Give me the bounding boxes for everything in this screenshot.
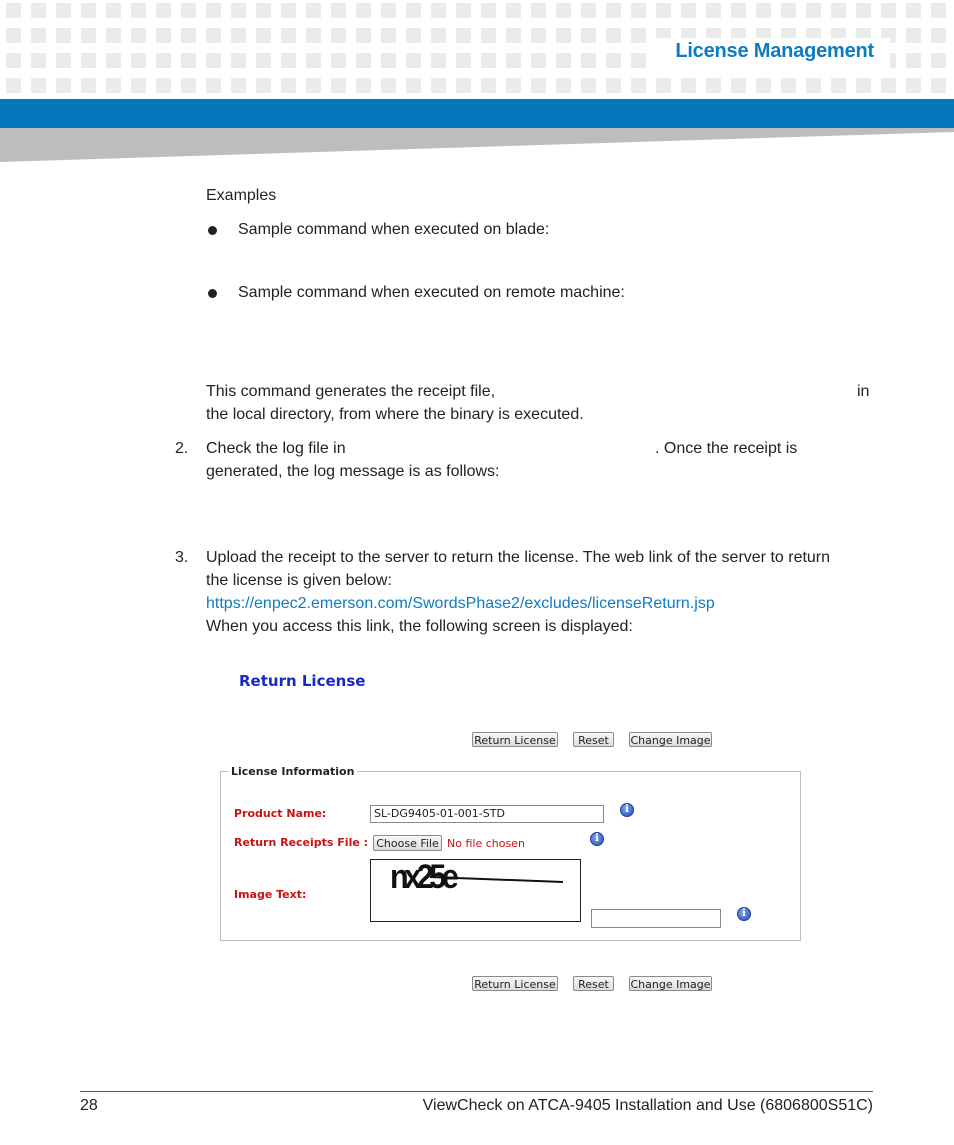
header-tile: [131, 28, 146, 43]
header-tile: [356, 53, 371, 68]
header-tile: [81, 78, 96, 93]
header-tile: [281, 28, 296, 43]
header-tile: [906, 28, 921, 43]
page-number: 28: [80, 1097, 98, 1114]
header-tile: [706, 78, 721, 93]
header-tile: [906, 3, 921, 18]
header-tile: [631, 78, 646, 93]
header-tile: [381, 28, 396, 43]
header-tile: [106, 3, 121, 18]
header-tile: [481, 78, 496, 93]
header-tile: [331, 78, 346, 93]
header-tile: [281, 3, 296, 18]
return-license-button-bottom[interactable]: Return License: [472, 976, 558, 991]
header-tile: [881, 78, 896, 93]
header-tile: [406, 3, 421, 18]
header-tile: [331, 3, 346, 18]
header-tile: [506, 53, 521, 68]
header-tile: [456, 78, 471, 93]
header-tile: [556, 78, 571, 93]
bullet-item: Sample command when executed on blade:: [238, 221, 550, 238]
header-tile: [456, 3, 471, 18]
choose-file-button[interactable]: Choose File: [373, 835, 442, 851]
header-tile: [731, 3, 746, 18]
header-tile: [156, 78, 171, 93]
header-tile: [6, 78, 21, 93]
footer-rule: [80, 1091, 873, 1092]
header-tile: [581, 3, 596, 18]
header-tile: [531, 53, 546, 68]
header-tile: [431, 3, 446, 18]
header-tile: [231, 53, 246, 68]
header-tile: [756, 3, 771, 18]
header-tile: [806, 3, 821, 18]
header-tile: [506, 78, 521, 93]
change-image-button-bottom[interactable]: Change Image: [630, 978, 711, 991]
header-tile: [131, 3, 146, 18]
receipt-description: This command generates the receipt file,: [206, 383, 496, 400]
info-icon[interactable]: i: [620, 803, 634, 817]
header-blue-band: [0, 99, 954, 128]
header-tile: [81, 3, 96, 18]
header-tile: [306, 78, 321, 93]
header-tile: [556, 3, 571, 18]
header-tile: [531, 28, 546, 43]
header-tile: [106, 78, 121, 93]
return-license-button-top[interactable]: Return License: [472, 732, 558, 747]
no-file-chosen-text: No file chosen: [447, 837, 525, 850]
header-tile: [106, 28, 121, 43]
header-tile: [256, 3, 271, 18]
header-tile: [231, 3, 246, 18]
header-tile: [56, 78, 71, 93]
header-tile: [781, 78, 796, 93]
step-number: 3.: [175, 549, 189, 566]
header-tile: [681, 78, 696, 93]
header-tile: [6, 53, 21, 68]
header-tile: [81, 53, 96, 68]
header-tile: [131, 53, 146, 68]
header-tile: [131, 78, 146, 93]
header-tile: [831, 3, 846, 18]
product-name-input[interactable]: SL-DG9405-01-001-STD: [370, 805, 604, 823]
header-tile: [231, 78, 246, 93]
header-tile: [156, 3, 171, 18]
header-tile: [856, 3, 871, 18]
header-tile: [531, 78, 546, 93]
image-text-label: Image Text:: [234, 888, 307, 901]
bullet-item: Sample command when executed on remote machine:: [238, 284, 625, 301]
header-tile: [731, 78, 746, 93]
license-return-link[interactable]: https://enpec2.emerson.com/SwordsPhase2/excludes/licenseReturn.jsp: [206, 595, 715, 612]
header-tile: [306, 28, 321, 43]
header-tile: [381, 53, 396, 68]
header-tile: [906, 53, 921, 68]
step3-text: Upload the receipt to the server to return the license. The web link of the server to return: [206, 549, 831, 566]
header-tile: [281, 53, 296, 68]
header-tile: [331, 28, 346, 43]
header-tile: [406, 78, 421, 93]
header-tile: [856, 78, 871, 93]
header-tile: [31, 28, 46, 43]
header-tile: [381, 78, 396, 93]
header-tile: [506, 28, 521, 43]
header-tile: [181, 78, 196, 93]
header-tile: [931, 28, 946, 43]
fieldset-legend: License Information: [228, 765, 357, 778]
receipt-description-end: in: [857, 383, 870, 400]
header-tile: [931, 3, 946, 18]
header-tile: [206, 28, 221, 43]
reset-button-bottom[interactable]: Reset: [573, 976, 614, 991]
header-tile: [381, 3, 396, 18]
header-tile: [6, 28, 21, 43]
receipt-description-line2: the local directory, from where the binary is executed.: [206, 406, 584, 423]
header-tile: [31, 78, 46, 93]
header-tile: [156, 53, 171, 68]
header-tile: [106, 53, 121, 68]
step3-text-line4: When you access this link, the following screen is displayed:: [206, 618, 633, 635]
header-tile: [631, 3, 646, 18]
header-tile: [831, 78, 846, 93]
header-tile: [256, 78, 271, 93]
captcha-text: nx25e: [390, 858, 455, 896]
step2-text: Check the log file in: [206, 440, 346, 457]
header-tile: [356, 78, 371, 93]
header-tile: [456, 28, 471, 43]
header-tile: [206, 53, 221, 68]
header-tile: [581, 78, 596, 93]
examples-heading: Examples: [206, 187, 277, 204]
header-tile: [6, 3, 21, 18]
header-tile: [531, 3, 546, 18]
header-tile: [256, 53, 271, 68]
info-icon[interactable]: i: [590, 832, 604, 846]
header-tile: [31, 3, 46, 18]
header-tile: [431, 78, 446, 93]
header-tile: [606, 78, 621, 93]
header-tile: [431, 53, 446, 68]
header-tile: [781, 3, 796, 18]
header-grey-wedge: [0, 128, 954, 164]
header-tile: [481, 28, 496, 43]
bullet-icon: [208, 226, 217, 235]
header-tile: [656, 3, 671, 18]
header-tile: [506, 3, 521, 18]
header-tile: [331, 53, 346, 68]
return-license-title: Return License: [239, 672, 366, 690]
header-tile: [406, 28, 421, 43]
product-name-label: Product Name:: [234, 807, 327, 820]
header-tile: [356, 3, 371, 18]
header-tile: [756, 78, 771, 93]
header-tile: [456, 53, 471, 68]
reset-button-top[interactable]: Reset: [573, 732, 614, 747]
step3-text-line2: the license is given below:: [206, 572, 392, 589]
header-tile: [256, 28, 271, 43]
header-tile: [181, 53, 196, 68]
header-tile: [56, 53, 71, 68]
header-tile: [356, 28, 371, 43]
section-title: License Management: [675, 40, 874, 62]
header-tile: [881, 3, 896, 18]
header-tile: [931, 53, 946, 68]
step-number: 2.: [175, 440, 189, 457]
header-tile: [56, 28, 71, 43]
header-tile: [481, 53, 496, 68]
header-tile: [906, 78, 921, 93]
header-tile: [281, 78, 296, 93]
header-tile: [206, 3, 221, 18]
header-tile: [606, 3, 621, 18]
header-tile: [181, 3, 196, 18]
return-receipts-label: Return Receipts File :: [234, 836, 369, 849]
header-tile: [706, 3, 721, 18]
change-image-button-top[interactable]: Change Image: [630, 734, 711, 747]
bullet-icon: [208, 289, 217, 298]
header-tile: [431, 28, 446, 43]
step2-text-end: . Once the receipt is: [655, 440, 798, 457]
header-tile: [181, 28, 196, 43]
header-tile: [931, 78, 946, 93]
header-tile: [81, 28, 96, 43]
header-tile: [306, 53, 321, 68]
header-tile: [231, 28, 246, 43]
step2-text-line2: generated, the log message is as follows:: [206, 463, 500, 480]
header-tile: [156, 28, 171, 43]
document-title: ViewCheck on ATCA-9405 Installation and Use (6806800S51C): [422, 1097, 873, 1114]
header-tile: [306, 3, 321, 18]
header-tile: [31, 53, 46, 68]
header-tile: [56, 3, 71, 18]
captcha-strike-line: [370, 859, 581, 922]
header-tile: [481, 3, 496, 18]
header-tile: [206, 78, 221, 93]
header-tile: [656, 78, 671, 93]
info-icon[interactable]: i: [737, 907, 751, 921]
header-tile: [806, 78, 821, 93]
image-text-input[interactable]: [591, 909, 721, 928]
header-tile: [406, 53, 421, 68]
header-tile: [681, 3, 696, 18]
